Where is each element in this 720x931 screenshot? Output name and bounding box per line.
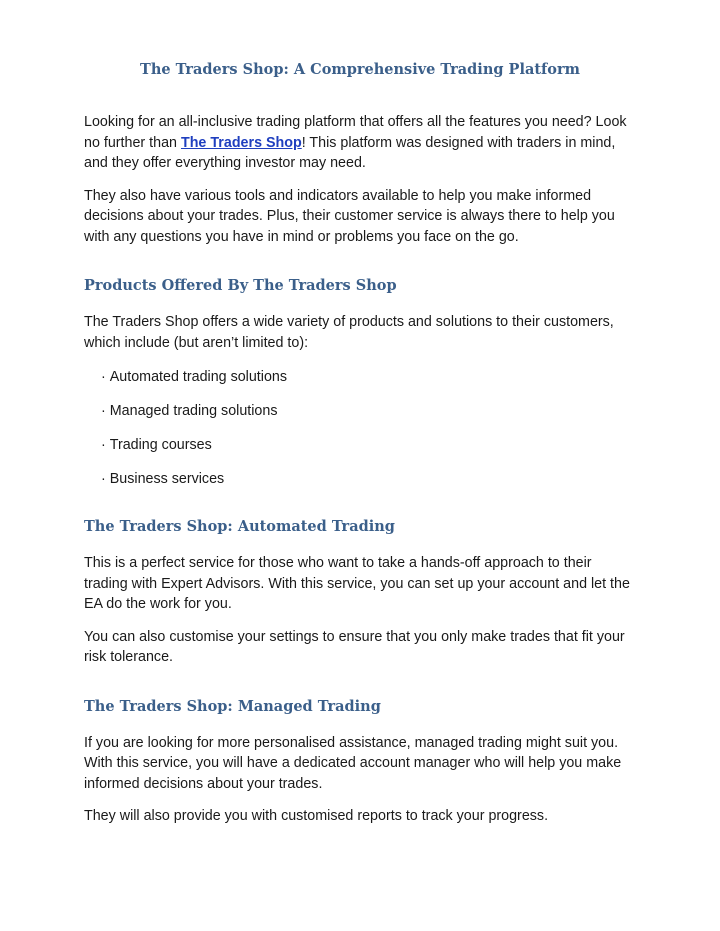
list-item — [101, 367, 636, 387]
managed-trading-heading: The Traders Shop: Managed Trading — [84, 697, 381, 715]
managed-paragraph-1: If you are looking for more personalised assistance, managed trading might suit you. With this service, you will have a dedicated account manager who will help you make informed decisions about your trades. — [84, 734, 622, 792]
list-item — [101, 435, 636, 455]
products-list — [84, 367, 636, 489]
automated-trading-heading: The Traders Shop: Automated Trading — [84, 518, 395, 535]
bullet-marker: · — [101, 403, 106, 419]
intro-text-after-link: ! This platform was designed with traders in mind, and they offer everything investor may need. — [84, 134, 616, 171]
intro-text-before-link: Looking for an all-inclusive trading platform that offers all the features you need? Look no further than — [84, 114, 627, 151]
traders-shop-link[interactable]: The Traders Shop — [180, 134, 302, 151]
bullet-marker: · — [101, 369, 106, 385]
intro-paragraph-2: They also have various tools and indicators available to help you make informed decisions about your trades. Plus, their customer service is always there to help you with any questions you have in mind or problems you face on the go. — [84, 187, 615, 245]
list-item — [101, 469, 636, 489]
products-heading: Products Offered By The Traders Shop — [84, 277, 397, 294]
bullet-marker: · — [101, 471, 106, 487]
list-item-text: Managed trading solutions — [109, 403, 278, 419]
bullet-marker: · — [101, 437, 106, 453]
document-title: The Traders Shop: A Comprehensive Trading Platform — [140, 61, 580, 78]
products-paragraph: The Traders Shop offers a wide variety of products and solutions to their customers, which include (but aren’t limited to): — [84, 314, 614, 351]
intro-paragraph-1 — [84, 112, 636, 174]
automated-paragraph-1: This is a perfect service for those who want to take a hands-off approach to their trading with Expert Advisors. With this service, you can set up your account and let the EA do the work for you. — [84, 555, 630, 612]
list-item-text: Business services — [109, 471, 225, 487]
managed-paragraph-2: They will also provide you with customised reports to track your progress. — [84, 808, 549, 824]
list-item-text: Automated trading solutions — [109, 369, 287, 385]
automated-paragraph-2: You can also customise your settings to ensure that you only make trades that fit your risk tolerance. — [84, 628, 625, 665]
list-item — [101, 401, 636, 421]
list-item-text: Trading courses — [109, 437, 212, 453]
